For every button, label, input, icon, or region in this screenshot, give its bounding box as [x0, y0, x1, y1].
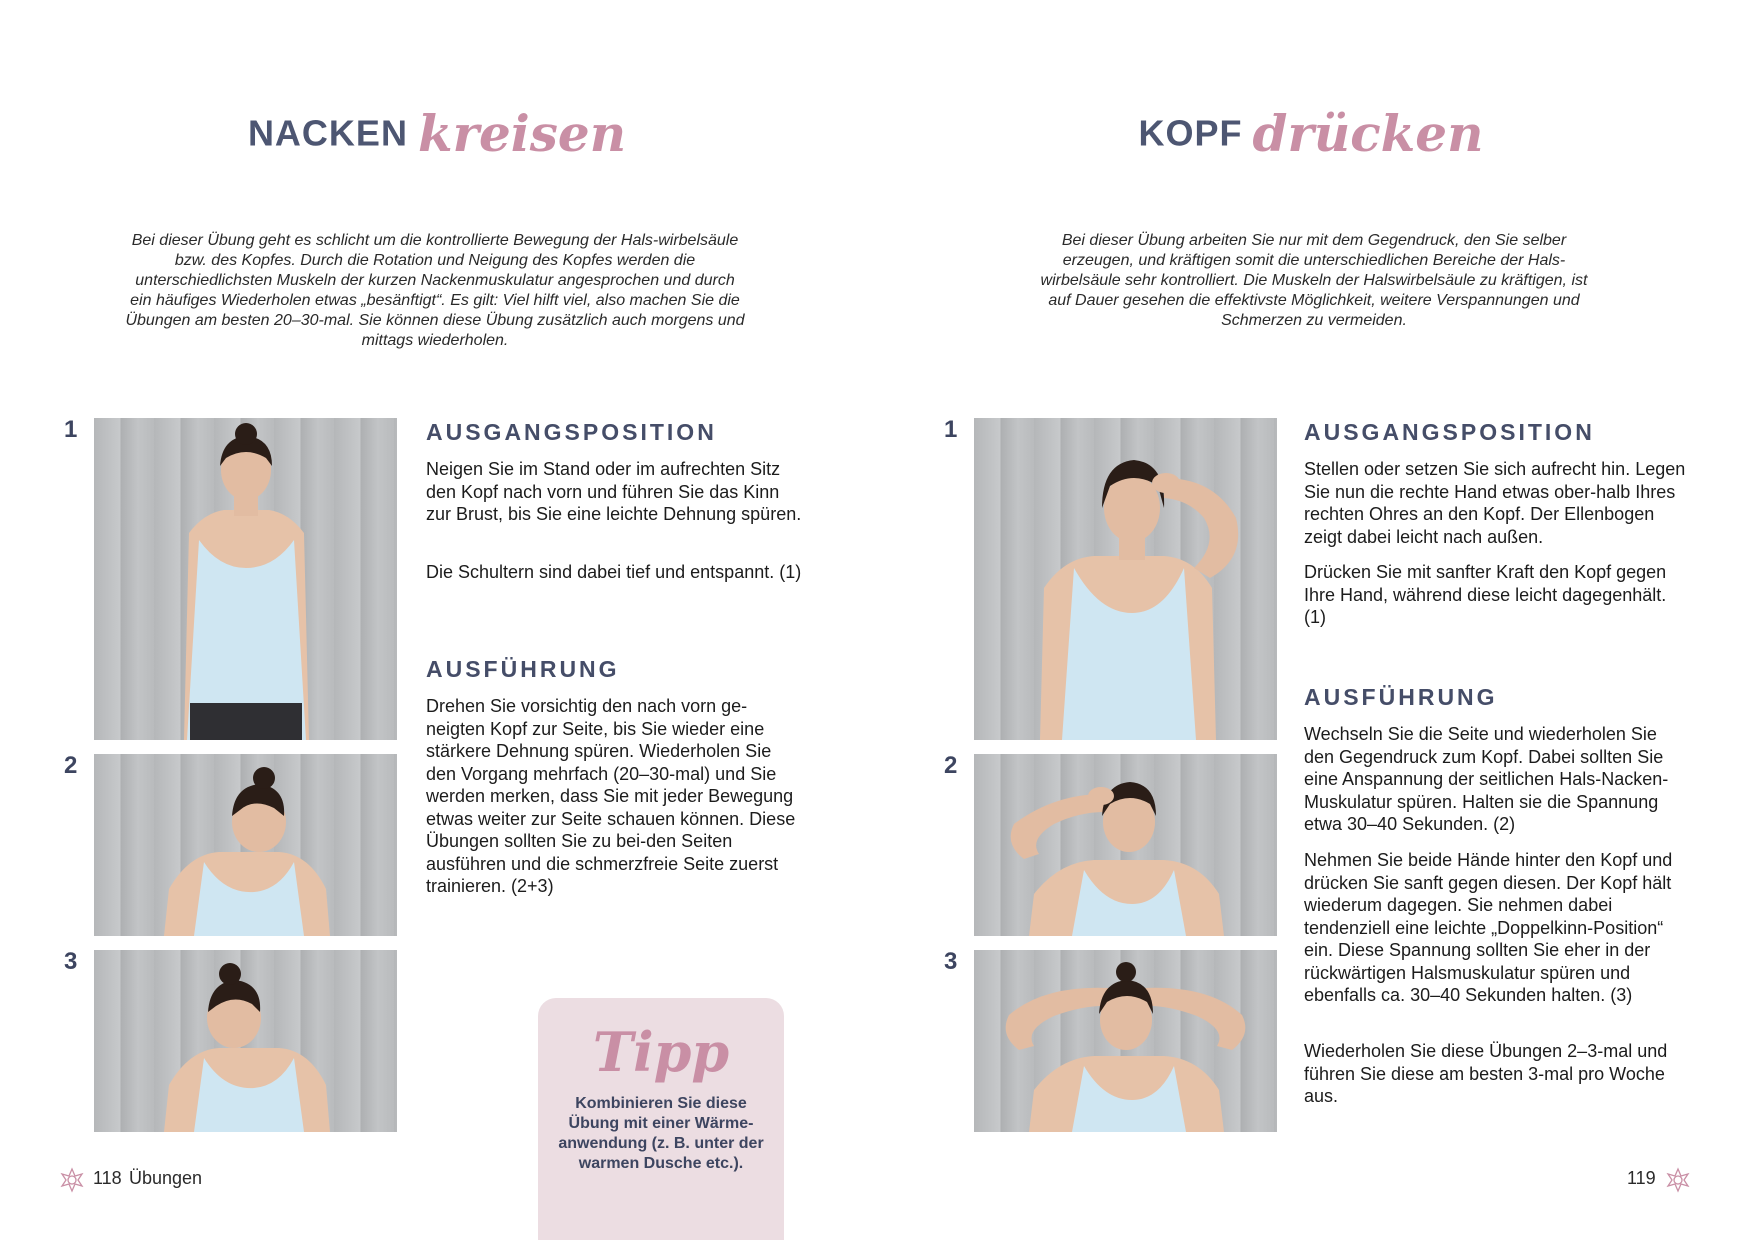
photo-number: 2 — [944, 752, 958, 779]
photo-number: 3 — [64, 948, 78, 975]
heading-start-position: AUSGANGSPOSITION — [1304, 419, 1595, 445]
tipp-title: Tipp — [592, 1020, 730, 1084]
heading-start-position: AUSGANGSPOSITION — [426, 419, 717, 445]
execution-paragraph-1: Wechseln Sie die Seite und wiederholen Sie den Gegendruck zum Kopf. Dabei sollten Sie eine Anspannung der seitlichen Hals-Nacken-Muskulatur spüren. Halten sie die Spannung etwa 30–40 Sekunden. (2) — [1304, 724, 1669, 834]
lotus-icon — [1664, 1166, 1692, 1194]
heading-execution: AUSFÜHRUNG — [1304, 684, 1498, 710]
title-plain: KOPF — [1138, 112, 1243, 154]
exercise-photo-3 — [974, 950, 1277, 1132]
heading-execution: AUSFÜHRUNG — [426, 656, 620, 682]
title-script: drücken — [1252, 104, 1484, 163]
exercise-photo-1 — [974, 418, 1277, 740]
start-paragraph-1: Neigen Sie im Stand oder im aufrechten Sitz den Kopf nach vorn und führen Sie das Kinn zur Brust, bis Sie eine leichte Dehnung spüren. — [426, 459, 802, 524]
exercise-photo-2 — [94, 754, 397, 936]
exercise-photo-2 — [974, 754, 1277, 936]
start-paragraph-2: Die Schultern sind dabei tief und entspannt. (1) — [426, 562, 802, 582]
exercise-photo-3 — [94, 950, 397, 1132]
exercise-photo-1 — [94, 418, 397, 740]
tipp-box — [538, 998, 784, 1240]
lotus-icon — [58, 1166, 86, 1194]
photo-number: 1 — [944, 416, 958, 443]
title-plain: NACKEN — [247, 112, 408, 154]
start-paragraph-2: Drücken Sie mit sanfter Kraft den Kopf gegen Ihre Hand, während diese leicht dagegenhält. (1) — [1304, 562, 1667, 627]
execution-paragraph-2: Nehmen Sie beide Hände hinter den Kopf und drücken Sie sanft gegen diesen. Der Kopf hält wiederum dagegen. Sie nehmen dabei tendenziell eine leichte „Doppelkinn-Position“ ein. Diese Spannung sollten Sie eher in der rückwärtigen Halsmuskulatur spüren und ebenfalls ca. 30–40 Sekunden halten. (3) — [1304, 850, 1673, 1005]
photo-number: 1 — [64, 416, 78, 443]
intro-text: Bei dieser Übung arbeiten Sie nur mit dem Gegendruck, den Sie selber erzeugen, und kräftigen somit die unterschiedlichen Bereiche der Hals-wirbelsäule sehr kontrolliert. Die Muskeln der Halswirbelsäule zu kräftigen, ist auf Dauer gesehen die effektivste Möglichkeit, weitere Verspannungen und Schmerzen zu vermeiden. — [1040, 232, 1588, 329]
execution-paragraph-3: Wiederholen Sie diese Übungen 2–3-mal und führen Sie diese am besten 3-mal pro Woche aus. — [1304, 1041, 1668, 1106]
page-title-right — [874, 104, 1748, 163]
start-paragraph-1: Stellen oder setzen Sie sich aufrecht hin. Legen Sie nun die rechte Hand etwas ober-halb Ihres rechten Ohres an den Kopf. Der Ellenbogen zeigt dabei leicht nach außen. — [1304, 459, 1686, 547]
section-name: Übungen — [129, 1168, 203, 1188]
intro-text: Bei dieser Übung geht es schlicht um die kontrollierte Bewegung der Hals-wirbelsäule bzw. des Kopfes. Durch die Rotation und Neigung des Kopfes werden die unterschiedlichsten Muskeln der kurzen Nackenmuskulatur angesprochen und durch ein häufiges Wiederholen etwas „besänftigt“. Es gilt: Viel hilft viel, also machen Sie die Übungen am besten 20–30-mal. Sie können diese Übung zusätzlich auch morgens und mittags wiederholen. — [125, 232, 745, 349]
tipp-text: Kombinieren Sie diese Übung mit einer Wärme-anwendung (z. B. unter der warmen Dusche etc.). — [558, 1095, 764, 1172]
photo-number: 3 — [944, 948, 958, 975]
page-number-left: 118 — [93, 1168, 122, 1188]
title-script: kreisen — [417, 104, 627, 163]
right-page — [874, 0, 1748, 1240]
execution-paragraph-1: Drehen Sie vorsichtig den nach vorn ge-neigten Kopf zur Seite, bis Sie wieder eine stärkere Dehnung spüren. Wiederholen Sie den Vorgang mehrfach (20–30-mal) und Sie werden merken, dass Sie mit jeder Bewegung etwas weiter zur Seite schauen können. Diese Übungen sollten Sie zu bei-den Seiten ausführen und die schmerzfreie Seite zuerst trainieren. (2+3) — [426, 696, 796, 896]
page-number-right: 119 — [1627, 1168, 1656, 1188]
photo-number: 2 — [64, 752, 78, 779]
page-title-left — [0, 104, 874, 163]
